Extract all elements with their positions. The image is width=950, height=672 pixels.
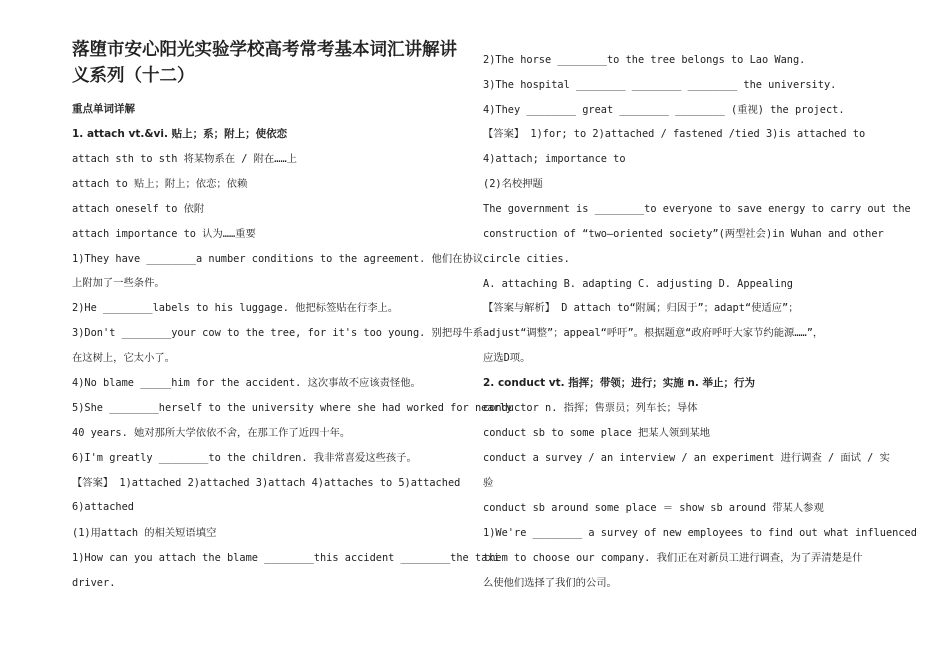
exercise-line: 2)He ________labels to his luggage. 他把标签贴在行李上。 xyxy=(72,302,399,314)
exercise-line: them to choose our company. 我们正在对新员工进行调查，为了弄清楚是什 xyxy=(483,552,863,564)
answer-line: 6)attached xyxy=(72,501,134,513)
fill-line: 1)How can you attach the blame ________this accident ________the taxi xyxy=(72,552,500,564)
answer-line: 【答案】 1)attached 2)attached 3)attach 4)attaches to 5)attached xyxy=(72,477,461,489)
exercise-line: 么使他们选择了我们的公司。 xyxy=(483,577,617,589)
page-title-line-2: 义系列（十二） xyxy=(72,66,195,86)
exam-line: construction of “two—oriented society”(两型社会)in Wuhan and other xyxy=(483,228,884,240)
exercise-line: 6)I'm greatly ________to the children. 我非常喜爱这些孩子。 xyxy=(72,452,417,464)
fill-line: 4)They ________ great ________ ________ (重视) the project. xyxy=(483,104,845,116)
fill-line: 2)The horse ________to the tree belongs to Lao Wang. xyxy=(483,54,806,66)
word-heading-conduct: 2. conduct vt. 指挥；带领；进行；实施 n. 举止；行为 xyxy=(483,377,756,389)
exam-explanation: 应选D项。 xyxy=(483,352,531,364)
fill-line: driver. xyxy=(72,577,116,589)
word-heading-attach: 1. attach vt.&vi. 贴上；系；附上；使依恋 xyxy=(72,128,288,140)
section-heading: 重点单词详解 xyxy=(72,103,135,115)
page-title-line-1: 落堕市安心阳光实验学校高考常考基本词汇讲解讲 xyxy=(72,40,457,60)
usage-line: attach to 贴上；附上；依恋；依赖 xyxy=(72,178,248,190)
usage-line: conduct a survey / an interview / an experiment 进行调查 / 面试 / 实 xyxy=(483,452,890,464)
exercise-line: 4)No blame _____him for the accident. 这次事故不应该责怪他。 xyxy=(72,377,421,389)
usage-line: 验 xyxy=(483,477,494,489)
exercise-line: 1)We're ________ a survey of new employees to find out what influenced xyxy=(483,527,917,539)
exercise-line: 3)Don't ________your cow to the tree, for it's too young. 别把母牛系 xyxy=(72,327,484,339)
exam-line: The government is ________to everyone to save energy to carry out the xyxy=(483,203,911,215)
fill-title: (1)用attach 的相关短语填空 xyxy=(72,527,217,539)
exercise-line: 在这树上，它太小了。 xyxy=(72,352,175,364)
exam-line: circle cities. xyxy=(483,253,570,265)
usage-line: attach sth to sth 将某物系在 / 附在……上 xyxy=(72,153,297,165)
answer-line: 【答案】 1)for; to 2)attached / fastened /tied 3)is attached to xyxy=(483,128,866,140)
exam-options: A. attaching B. adapting C. adjusting D. Appealing xyxy=(483,278,793,290)
usage-line: attach importance to 认为……重要 xyxy=(72,228,256,240)
exam-explanation: 【答案与解析】 D attach to“附属；归因于”；adapt“使适应”； xyxy=(483,302,799,314)
usage-line: attach oneself to 依附 xyxy=(72,203,205,215)
fill-line: 3)The hospital ________ ________ ________ the university. xyxy=(483,79,837,91)
exam-explanation: adjust“调整”；appeal“呼吁”。根据题意“政府呼吁大家节约能源……”， xyxy=(483,327,824,339)
usage-line: conductor n. 指挥；售票员；列车长；导体 xyxy=(483,402,698,414)
exam-title: (2)名校押题 xyxy=(483,178,543,190)
exercise-line: 1)They have ________a number conditions to the agreement. 他们在协议 xyxy=(72,253,484,265)
usage-line: conduct sb around some place ＝ show sb around 带某人参观 xyxy=(483,502,824,514)
usage-line: conduct sb to some place 把某人领到某地 xyxy=(483,427,711,439)
exercise-line: 上附加了一些条件。 xyxy=(72,277,165,289)
exercise-line: 40 years. 她对那所大学依依不舍，在那工作了近四十年。 xyxy=(72,427,351,439)
exercise-line: 5)She ________herself to the university where she had worked for nearly xyxy=(72,402,513,414)
answer-line: 4)attach; importance to xyxy=(483,153,626,165)
